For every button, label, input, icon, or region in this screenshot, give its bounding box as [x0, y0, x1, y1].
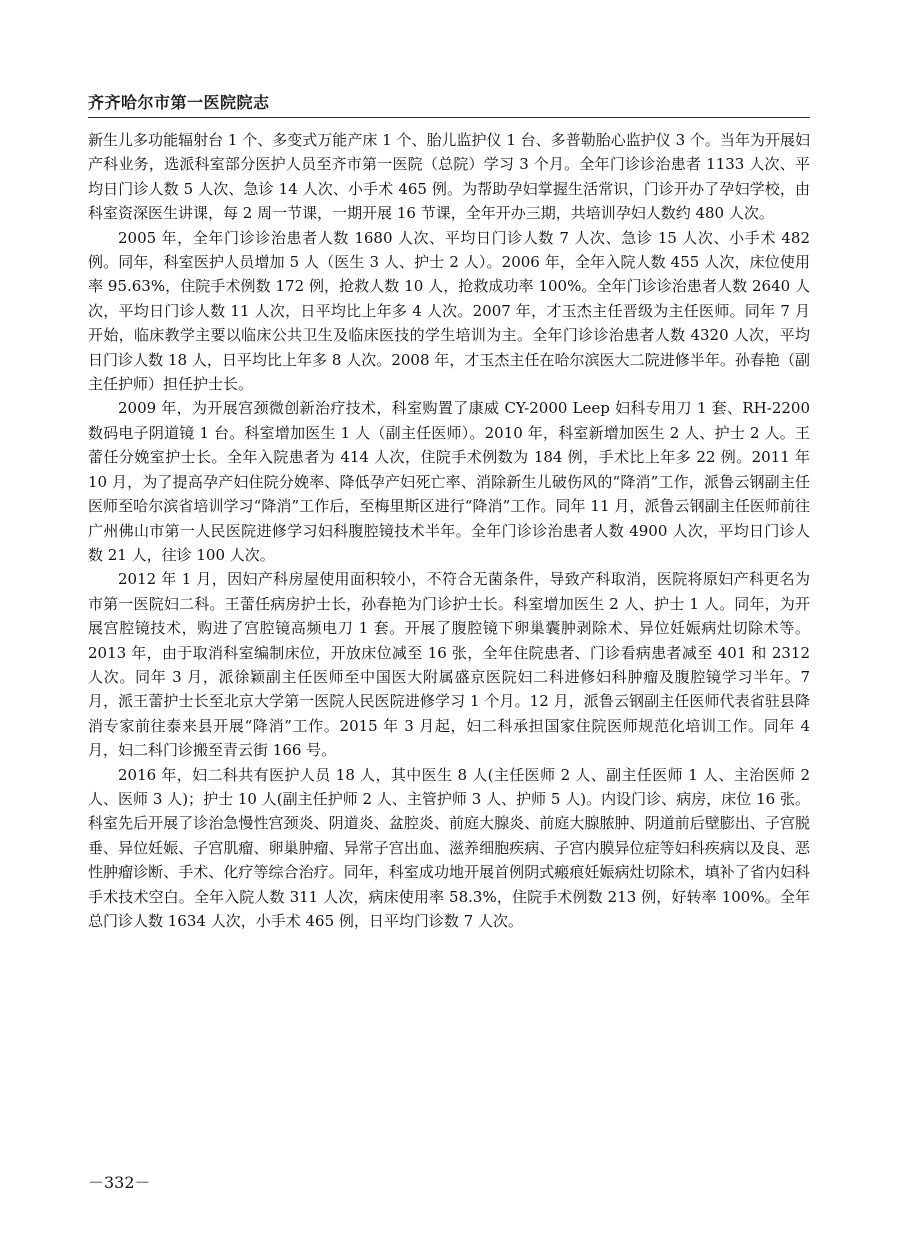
paragraph-4: 2012 年 1 月，因妇产科房屋使用面积较小，不符合无菌条件，导致产科取消，医院将原妇产科更名为市第一医院妇二科。王蕾任病房护士长，孙春艳为门诊护士长。科室增加医生 2 人、护士 1 人。同年，为开展宫腔镜技术，购进了宫腔镜高频电刀 1 套。开展了腹腔镜下卵巢囊肿剥除术、异位妊娠病灶切除术等。2013 年，由于取消科室编制床位，开放床位减至 16 张，全年住院患者、门诊看病患者减至 401 和 2312 人次。同年 3 月，派徐颖副主任医师至中国医大附属盛京医院妇二科进修妇科肿瘤及腹腔镜学习半年。7 月，派王蕾护士长至北京大学第一医院人民医院进修学习 1 个月。12 月，派鲁云钢副主任医师代表省驻县降消专家前往泰来县开展“降消”工作。2015 年 3 月起，妇二科承担国家住院医师规范化培训工作。同年 4 月，妇二科门诊搬至青云街 166 号。: [88, 570, 810, 760]
running-header: 齐齐哈尔市第一医院院志: [88, 93, 270, 112]
paragraph-2: 2005 年，全年门诊诊治患者人数 1680 人次、平均日门诊人数 7 人次、急诊 15 人次、小手术 482 例。同年，科室医护人员增加 5 人（医生 3 人、护士 2 人）。2006 年，全年入院人数 455 人次，床位使用率 95.63%，住院手术例数 172 例，抢救人数 10 人，抢救成功率 100%。全年门诊诊治患者人数 2640 人次，平均日门诊人数 11 人次，日平均比上年多 4 人次。2007 年，才玉杰主任晋级为主任医师。同年 7 月开始，临床教学主要以临床公共卫生及临床医技的学生培训为主。全年门诊诊治患者人数 4320 人次，平均日门诊人数 18 人，日平均比上年多 8 人次。2008 年，才玉杰主任在哈尔滨医大二院进修半年。孙春艳（副主任护师）担任护士长。: [88, 228, 810, 394]
paragraph-3: 2009 年，为开展宫颈微创新治疗技术，科室购置了康威 CY-2000 Leep 妇科专用刀 1 套、RH-2200 数码电子阴道镜 1 台。科室增加医生 1 人（副主任医师）。2010 年，科室新增加医生 2 人、护士 2 人。王蕾任分娩室护士长。全年入院患者为 414 人次，住院手术例数为 184 例，手术比上年多 22 例。2011 年 10 月，为了提高孕产妇住院分娩率、降低孕产妇死亡率、消除新生儿破伤风的“降消”工作，派鲁云钢副主任医师至哈尔滨省培训学习“降消”工作后，至梅里斯区进行“降消”工作。同年 11 月，派鲁云钢副主任医师前往广州佛山市第一人民医院进修学习妇科腹腔镜技术半年。全年门诊诊治患者人数 4900 人次，平均日门诊人数 21 人，往诊 100 人次。: [88, 399, 810, 564]
page-number: －332－: [88, 1173, 151, 1192]
header-rule: [88, 117, 810, 118]
paragraph-5: 2016 年，妇二科共有医护人员 18 人，其中医生 8 人(主任医师 2 人、副主任医师 1 人、主治医师 2 人、医师 3 人)；护士 10 人(副主任护师 2 人、主管护师 3 人、护师 5 人)。内设门诊、病房，床位 16 张。科室先后开展了诊治急慢性宫颈炎、阴道炎、盆腔炎、前庭大腺炎、前庭大腺脓肿、阴道前后壁膨出、子宫脱垂、异位妊娠、子宫肌瘤、卵巢肿瘤、异常子宫出血、滋养细胞疾病、子宫内膜异位症等妇科疾病以及良、恶性肿瘤诊断、手术、化疗等综合治疗。同年，科室成功地开展首例阴式瘢痕妊娠病灶切除术，填补了省内妇科手术技术空白。全年入院人数 311 人次，病床使用率 58.3%，住院手术例数 213 例，好转率 100%。全年总门诊人数 1634 人次，小手术 465 例，日平均门诊数 7 人次。: [88, 765, 810, 930]
body-text: [88, 128, 810, 933]
paragraph-1: 新生儿多功能辐射台 1 个、多变式万能产床 1 个、胎儿监护仪 1 台、多普勒胎心监护仪 3 个。当年为开展妇产科业务，选派科室部分医护人员至齐市第一医院（总院）学习 3 个月。全年门诊诊治患者 1133 人次、平均日门诊人数 5 人次、急诊 14 人次、小手术 465 例。为帮助孕妇掌握生活常识，门诊开办了孕妇学校，由科室资深医生讲课，每 2 周一节课，一期开展 16 节课，全年开办三期，共培训孕妇人数约 480 人次。: [88, 131, 810, 223]
